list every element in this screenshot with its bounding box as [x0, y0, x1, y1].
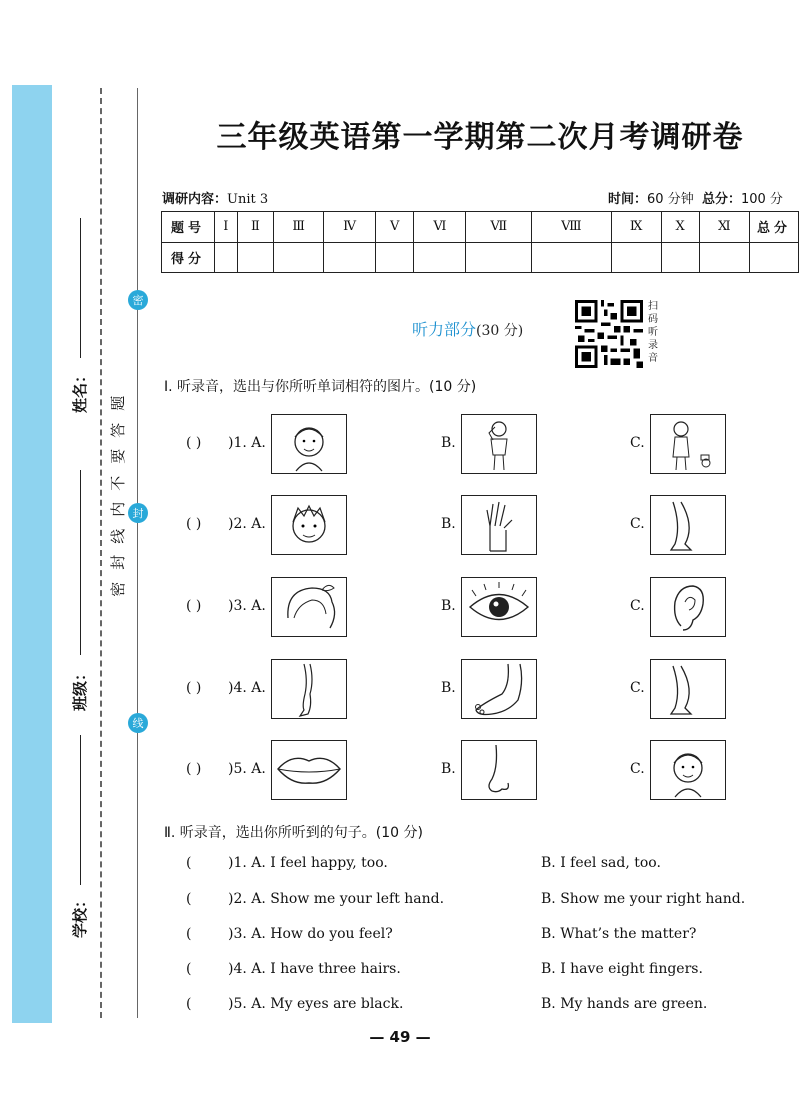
qr-caption-char: 码 — [648, 314, 658, 325]
eye-icon — [461, 577, 537, 637]
sentence-option-b: B. My hands are green. — [541, 996, 708, 1012]
seal-note-char: 密 — [108, 581, 127, 597]
score-cell[interactable] — [237, 242, 273, 273]
question-number: )2. A. — [228, 516, 266, 532]
seal-note-char: 内 — [108, 501, 127, 517]
answer-blank[interactable]: ( — [186, 855, 192, 871]
content-value: Unit 3 — [227, 192, 269, 207]
question-number: )1. A. — [228, 435, 266, 451]
total-label: 总分 — [750, 212, 799, 243]
score-cell[interactable] — [699, 242, 749, 273]
score-cell[interactable] — [375, 242, 413, 273]
answer-blank[interactable]: ( — [186, 926, 192, 942]
boy-head-icon — [271, 495, 347, 555]
score-value: 100 分 — [740, 192, 783, 207]
sentence-option-a: )1. A. I feel happy, too. — [228, 855, 388, 871]
score-cell[interactable] — [661, 242, 699, 273]
sidebar-strip — [12, 85, 52, 1023]
seal-line — [137, 88, 138, 1018]
seal-note-char: 答 — [108, 422, 127, 438]
col-5: Ⅴ — [375, 212, 413, 243]
mouth-icon — [271, 740, 347, 800]
qr-caption-char: 录 — [648, 340, 658, 351]
school-line — [80, 735, 81, 885]
listening-points: (30 分) — [476, 323, 524, 339]
name-line — [80, 218, 81, 358]
seal-note — [108, 390, 128, 602]
answer-blank[interactable]: ( ) — [186, 680, 202, 696]
col-7: Ⅶ — [466, 212, 532, 243]
seal-feng-badge: 封 — [128, 503, 148, 523]
old-man-icon — [650, 414, 726, 474]
question-number: )3. A. — [228, 598, 266, 614]
question-number: )4. A. — [228, 680, 266, 696]
score-cell[interactable] — [466, 242, 532, 273]
col-10: Ⅹ — [661, 212, 699, 243]
hand-icon — [461, 495, 537, 555]
sentence-option-a: )5. A. My eyes are black. — [228, 996, 404, 1012]
cut-line-dashed — [100, 88, 102, 1018]
boy-touching-face-icon — [461, 414, 537, 474]
score-table-header-row — [162, 212, 799, 243]
col-1: Ⅰ — [215, 212, 238, 243]
score-cell[interactable] — [532, 242, 611, 273]
qr-caption-char: 听 — [648, 327, 658, 338]
option-label-b: B. — [441, 435, 456, 451]
arm-icon — [271, 659, 347, 719]
qr-code-icon[interactable] — [575, 300, 643, 368]
sentence-option-a: )2. A. Show me your left hand. — [228, 891, 445, 907]
score-cell[interactable] — [750, 242, 799, 273]
col-2: Ⅱ — [237, 212, 273, 243]
content-label: 调研内容： — [162, 192, 228, 207]
score-cell[interactable] — [611, 242, 661, 273]
score-table-score-row — [162, 242, 799, 273]
col-4: Ⅳ — [324, 212, 376, 243]
row1-label: 题号 — [162, 212, 215, 243]
class-line — [80, 470, 81, 655]
score-cell[interactable] — [274, 242, 324, 273]
answer-blank[interactable]: ( — [186, 961, 192, 977]
hair-icon — [271, 577, 347, 637]
meta-time-score — [608, 188, 783, 207]
seal-xian-badge: 线 — [128, 713, 148, 733]
seal-mi-badge: 密 — [128, 290, 148, 310]
answer-blank[interactable]: ( — [186, 891, 192, 907]
sentence-option-b: B. Show me your right hand. — [541, 891, 746, 907]
score-label: 总分： — [701, 192, 741, 207]
meta-content — [162, 188, 268, 207]
class-label: 班级： — [71, 665, 90, 712]
answer-blank[interactable]: ( ) — [186, 435, 202, 451]
option-label-c: C. — [630, 516, 645, 532]
listening-title — [412, 317, 523, 340]
seal-note-char: 封 — [108, 554, 127, 570]
score-cell[interactable] — [215, 242, 238, 273]
option-label-b: B. — [441, 761, 456, 777]
score-cell[interactable] — [324, 242, 376, 273]
option-label-b: B. — [441, 598, 456, 614]
face-boy-icon — [650, 740, 726, 800]
col-11: Ⅺ — [699, 212, 749, 243]
qr-caption-char: 音 — [648, 353, 658, 364]
seal-note-char: 题 — [108, 395, 127, 411]
time-value: 60 分钟 — [647, 192, 694, 207]
qr-caption — [648, 300, 660, 365]
sentence-option-a: )3. A. How do you feel? — [228, 926, 393, 942]
option-label-c: C. — [630, 680, 645, 696]
listening-title-text: 听力部分 — [412, 320, 477, 339]
sentence-option-b: B. What’s the matter? — [541, 926, 697, 942]
col-9: Ⅸ — [611, 212, 661, 243]
qr-caption-char: 扫 — [648, 301, 658, 312]
answer-blank[interactable]: ( ) — [186, 761, 202, 777]
ear-icon — [650, 577, 726, 637]
page-number: — 49 — — [369, 1028, 431, 1046]
sentence-option-b: B. I feel sad, too. — [541, 855, 661, 871]
option-label-b: B. — [441, 680, 456, 696]
col-6: Ⅵ — [414, 212, 466, 243]
time-label: 时间： — [608, 192, 648, 207]
option-label-c: C. — [630, 598, 645, 614]
answer-blank[interactable]: ( — [186, 996, 192, 1012]
nose-icon — [461, 740, 537, 800]
part2-heading: Ⅱ. 听录音，选出你所听到的句子。(10 分) — [164, 825, 423, 841]
col-3: Ⅲ — [274, 212, 324, 243]
school-label: 学校： — [71, 892, 90, 939]
leg-icon — [650, 495, 726, 555]
row2-label: 得分 — [162, 242, 215, 273]
option-label-c: C. — [630, 435, 645, 451]
answer-blank[interactable]: ( ) — [186, 516, 202, 532]
seal-note-char: 不 — [108, 475, 127, 491]
question-number: )5. A. — [228, 761, 266, 777]
leg-icon — [650, 659, 726, 719]
score-table — [161, 211, 799, 273]
col-8: Ⅷ — [532, 212, 611, 243]
page-title: 三年级英语第一学期第二次月考调研卷 — [216, 120, 744, 155]
part1-heading: Ⅰ. 听录音，选出与你所听单词相符的图片。(10 分) — [164, 379, 477, 395]
name-label: 姓名： — [71, 367, 90, 414]
foot-icon — [461, 659, 537, 719]
option-label-b: B. — [441, 516, 456, 532]
sentence-option-b: B. I have eight fingers. — [541, 961, 703, 977]
seal-note-char: 线 — [108, 528, 127, 544]
seal-note-char: 要 — [108, 448, 127, 464]
face-boy-icon — [271, 414, 347, 474]
score-cell[interactable] — [414, 242, 466, 273]
sentence-option-a: )4. A. I have three hairs. — [228, 961, 401, 977]
option-label-c: C. — [630, 761, 645, 777]
answer-blank[interactable]: ( ) — [186, 598, 202, 614]
